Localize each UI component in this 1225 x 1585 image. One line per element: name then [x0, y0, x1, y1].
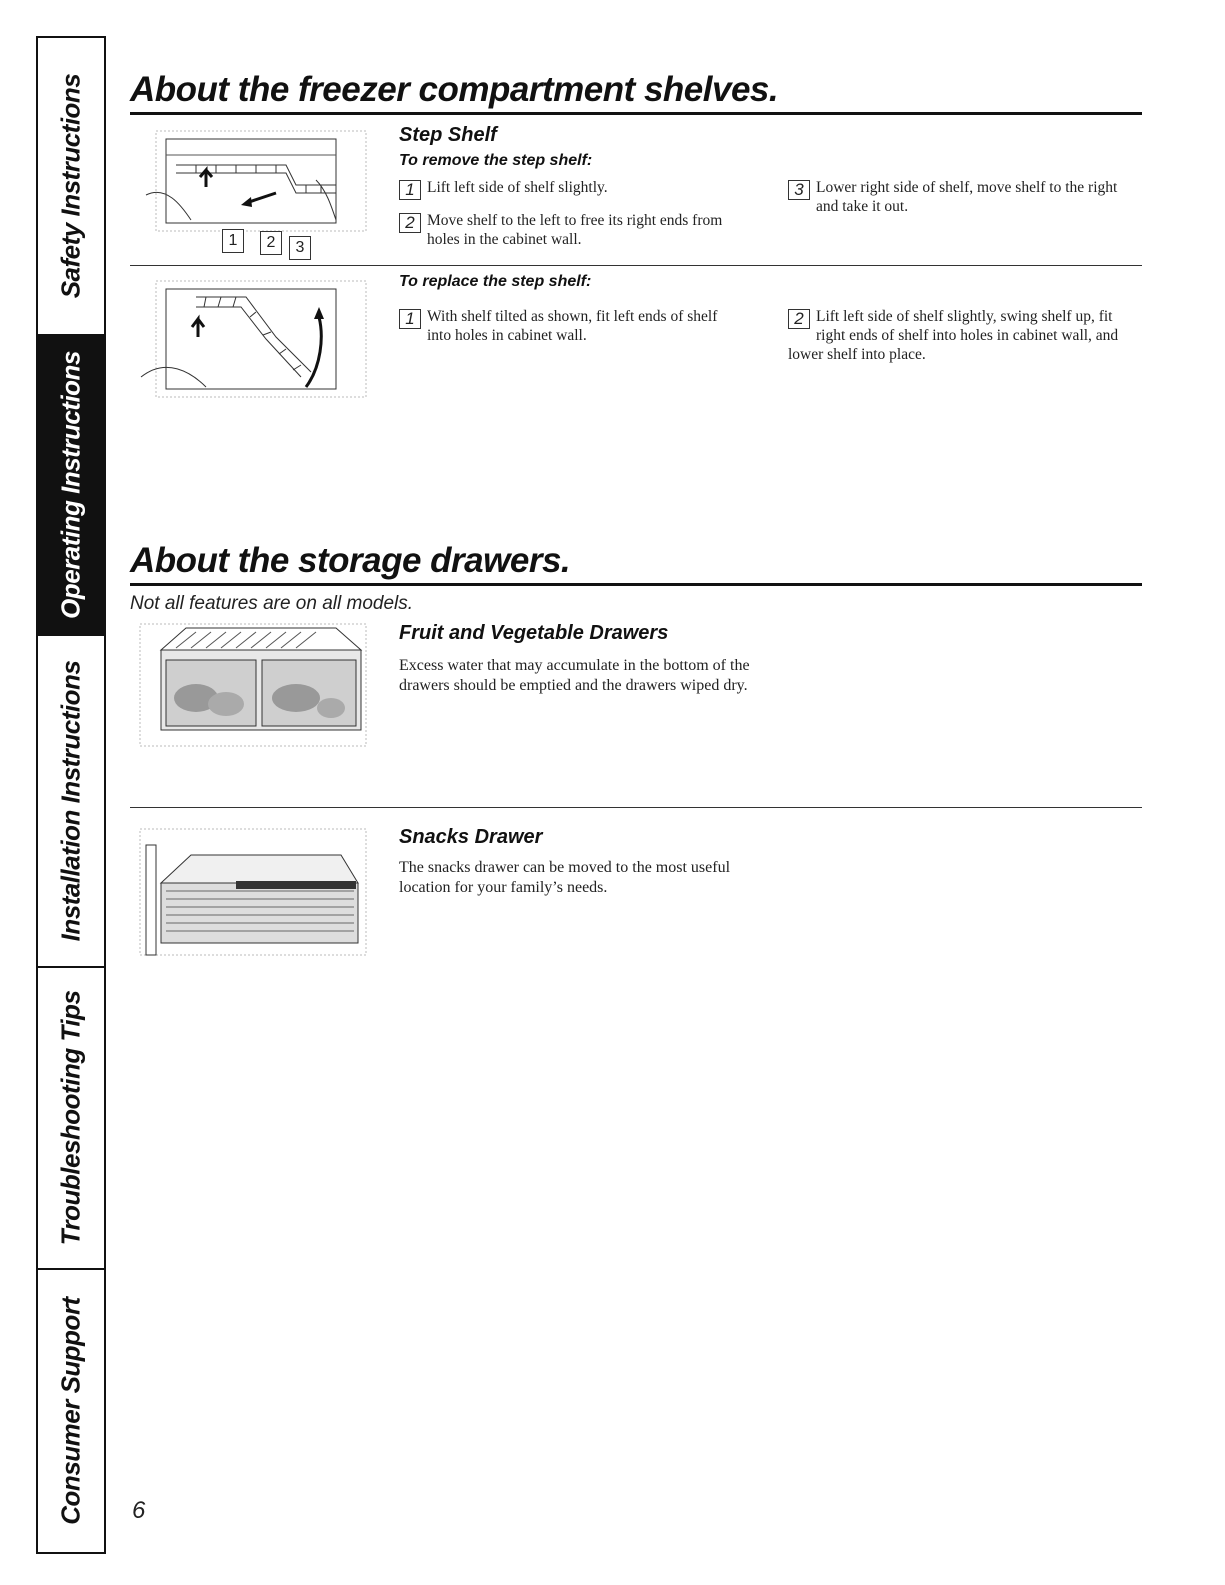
tab-label: Troubleshooting Tips — [55, 990, 86, 1246]
models-note: Not all features are on all models. — [130, 593, 414, 614]
step-number: 3 — [788, 180, 810, 200]
step-text: Lift left side of shelf slightly. — [427, 179, 608, 196]
title-rule — [130, 583, 1142, 586]
tab-troubleshooting-tips[interactable] — [38, 968, 104, 1270]
remove-heading: To remove the step shelf: — [399, 152, 593, 169]
replace-step-2 — [788, 307, 1138, 364]
remove-step-3 — [788, 178, 1138, 216]
replace-shelf-illustration — [136, 277, 368, 401]
step-text: With shelf tilted as shown, fit left ends of shelf into holes in cabinet wall. — [427, 308, 718, 344]
section-tabs — [36, 36, 106, 1554]
divider — [130, 807, 1142, 808]
remove-shelf-illustration — [136, 125, 368, 255]
drawers-section-title: About the storage drawers. — [130, 541, 571, 580]
title-rule — [130, 112, 1142, 115]
fruit-drawers-text: Excess water that may accumulate in the bottom of the drawers should be emptied and the drawers wiped dry. — [399, 657, 750, 694]
step-number: 1 — [399, 309, 421, 329]
snacks-drawer-illustration — [136, 825, 368, 957]
tab-installation-instructions[interactable] — [38, 636, 104, 968]
tab-label: Safety Instructions — [55, 73, 86, 299]
tab-label: Operating Instructions — [55, 351, 86, 619]
step-number: 2 — [399, 213, 421, 233]
step-text: Move shelf to the left to free its right ends from holes in the cabinet wall. — [427, 212, 723, 248]
fruit-drawers-heading: Fruit and Vegetable Drawers — [399, 622, 669, 644]
remove-step-2 — [399, 211, 739, 249]
tab-consumer-support[interactable] — [38, 1270, 104, 1552]
tab-label: Installation Instructions — [55, 660, 86, 942]
replace-step-1 — [399, 307, 739, 345]
tab-safety-instructions[interactable] — [38, 38, 104, 336]
callout-2: 2 — [260, 231, 282, 255]
page-number: 6 — [132, 1497, 146, 1524]
tab-operating-instructions[interactable] — [38, 336, 104, 636]
freezer-section-title: About the freezer compartment shelves. — [130, 70, 779, 109]
replace-heading: To replace the step shelf: — [399, 273, 592, 290]
remove-step-1 — [399, 178, 739, 200]
snacks-drawer-text: The snacks drawer can be moved to the most useful location for your family’s needs. — [399, 859, 731, 896]
step-shelf-heading: Step Shelf — [399, 124, 497, 146]
step-text: Lower right side of shelf, move shelf to the right and take it out. — [816, 179, 1118, 215]
step-number: 1 — [399, 180, 421, 200]
divider — [130, 265, 1142, 266]
callout-3: 3 — [289, 236, 311, 260]
step-text: Lift left side of shelf slightly, swing shelf up, fit right ends of shelf into holes in cabinet wall, and lower shelf into place. — [788, 308, 1119, 363]
fruit-vegetable-drawers-illustration — [136, 620, 368, 748]
tab-label: Consumer Support — [55, 1297, 86, 1525]
step-number: 2 — [788, 309, 810, 329]
callout-1: 1 — [222, 229, 244, 253]
snacks-drawer-heading: Snacks Drawer — [399, 826, 543, 848]
